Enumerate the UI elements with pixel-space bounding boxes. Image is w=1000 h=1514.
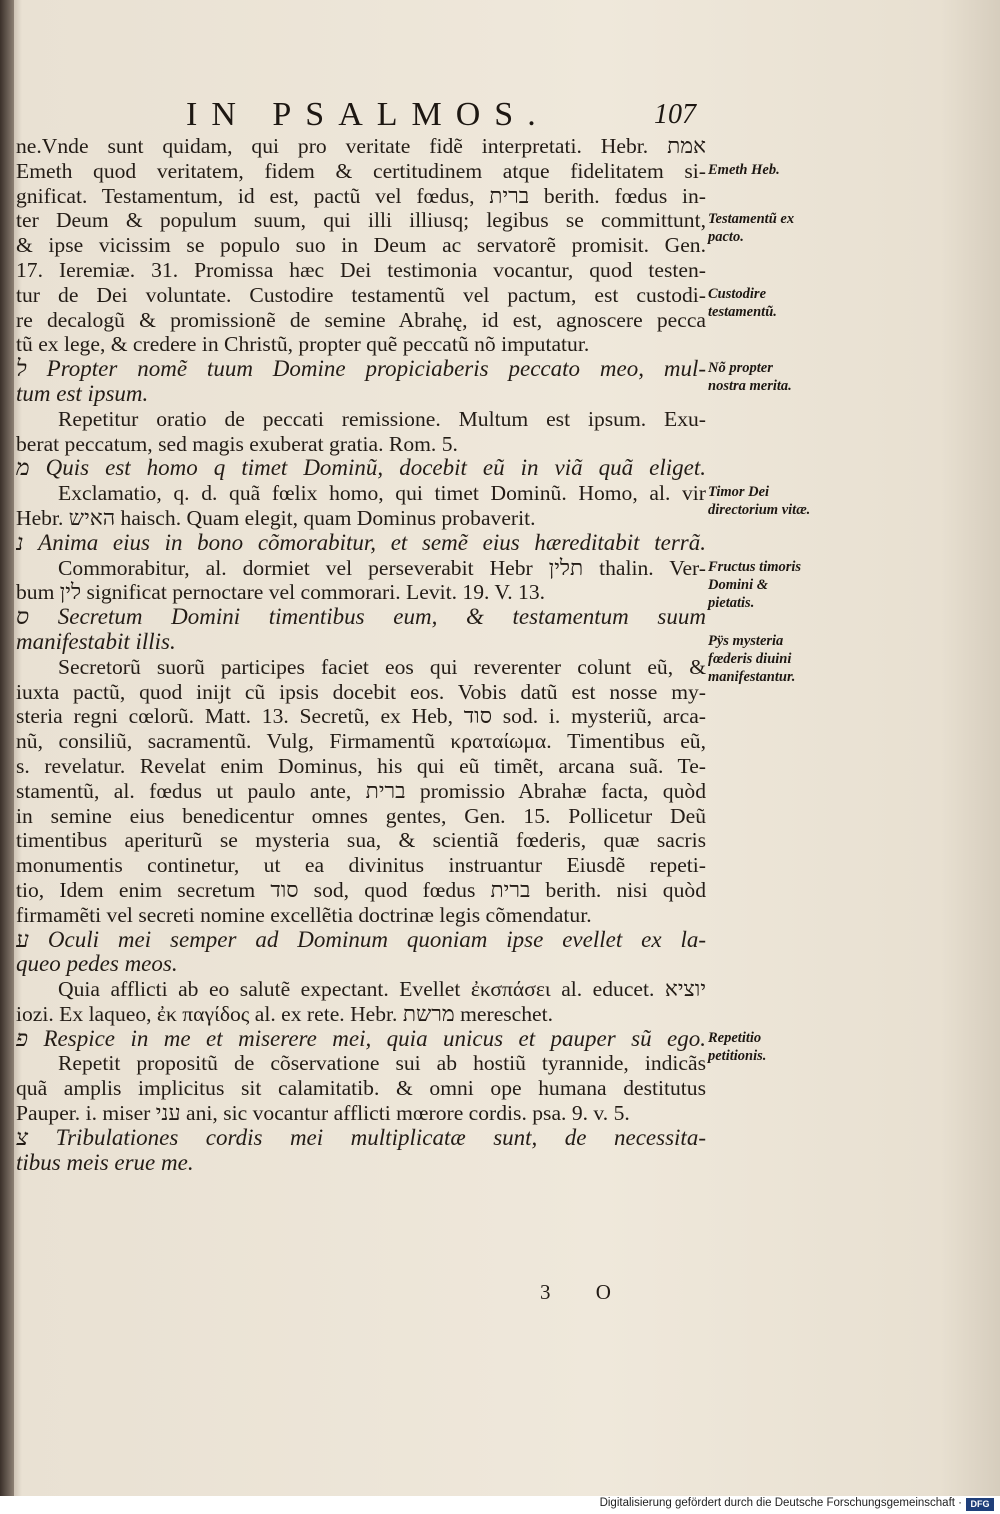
- text-line: monumentis continetur, ut ea divinitus instruantur Eiusdẽ repeti-: [16, 853, 706, 878]
- text-line: nũ, consiliũ, sacramentũ. Vulg, Firmamentũ κραταίωμα. Timentibus eũ,: [16, 729, 706, 754]
- marginal-note: Timor Dei directorium vitæ.: [708, 484, 811, 519]
- digitization-footer: [0, 1496, 1000, 1514]
- text-line: נ Anima eius in bono cõmorabitur, et semẽ eius hæreditabit terrã.: [16, 530, 706, 555]
- text-line: ne.Vnde sunt quidam, qui pro veritate fidẽ interpretati. Hebr. אמת: [16, 134, 706, 158]
- text-line: Repetitur oratio de peccati remissione. Multum est ipsum. Exu-: [58, 406, 706, 431]
- text-line: manifestabit illis.: [16, 629, 176, 654]
- marginal-note: Testamentũ ex pacto.: [708, 211, 795, 246]
- text-line: iozi. Ex laqueo, ἐκ παγίδος al. ex rete. Hebr. מרשת mereschet.: [16, 1001, 554, 1026]
- marginal-note: Nõ propter nostra merita.: [708, 360, 792, 395]
- footer-credit: Digitalisierung gefördert durch die Deutsche Forschungsgemeinschaft ·: [599, 1497, 962, 1509]
- text-line: re decalogũ & promissionẽ de semine Abrahę, id est, agnoscere pecca: [16, 307, 706, 332]
- text-line: מ Quis est homo q timet Dominũ, docebit eũ in viã quã eliget.: [16, 456, 706, 481]
- text-line: Secretorũ suorũ participes faciet eos qui reverenter colunt eũ, &: [58, 654, 706, 679]
- text-line: Hebr. האיש haisch. Quam elegit, quam Dominus probaverit.: [16, 505, 536, 530]
- text-line: queo pedes meos.: [16, 952, 178, 977]
- text-line: Repetit propositũ de cõservatione sui ab hostiũ tyrannide, indicãs: [58, 1051, 706, 1076]
- text-line: Exclamatio, q. d. quã fœlix homo, qui timet Dominũ. Homo, al. vir: [58, 481, 706, 506]
- text-line: quã amplis implicitus sit calamitatib. & omni ope humana destitutus: [16, 1076, 706, 1101]
- text-line: Pauper. i. miser עני ani, sic vocantur afflicti mœrore cordis. psa. 9. v. 5.: [16, 1101, 630, 1126]
- text-line: timentibus aperiturũ se mysteria sua, & scientiã fœderis, quæ sacris: [16, 828, 706, 853]
- text-line: Quia afflicti ab eo salutẽ expectant. Evellet ἐκσπάσει al. educet. יוציא: [58, 977, 706, 1002]
- text-line: steria regni cœlorũ. Matt. 13. Secretũ, ex Heb, סוד sod. i. mysteriũ, arca-: [16, 704, 706, 729]
- folio-number: 107: [654, 99, 696, 130]
- main-text-block: [16, 134, 706, 1175]
- text-line: צ Tribulationes cordis mei multiplicatæ sunt, de necessita-: [16, 1125, 706, 1150]
- marginal-note: Fructus timoris Domini & pietatis.: [708, 558, 802, 611]
- marginal-note: Repetitio petitionis.: [708, 1029, 767, 1064]
- marginal-note: Emeth Heb.: [708, 161, 780, 178]
- text-line: 17. Ieremiæ. 31. Promissa hæc Dei testimonia vocantur, quod testen-: [16, 257, 706, 282]
- text-line: ל Propter nomẽ tuum Domine propiciaberis peccato meo, mul-: [16, 357, 706, 382]
- text-line: ס Secretum Domini timentibus eum, & testamentum suum: [16, 605, 706, 630]
- running-title: IN PSALMOS.: [186, 96, 550, 133]
- text-line: iuxta pactũ, quod inijt cũ ipsis docebit eos. Vobis datũ est nosse my-: [16, 679, 706, 704]
- text-line: firmamẽti vel secreti nomine excellẽtia doctrinæ legis cõmendatur.: [16, 902, 592, 927]
- text-line: פ Respice in me et miserere mei, quia unicus et pauper sũ ego.: [16, 1026, 706, 1051]
- page-binding-shadow: [0, 0, 14, 1496]
- text-line: Emeth quod veritatem, fidem & certitudinem atque fidelitatem si-: [16, 158, 706, 183]
- marginal-note: Pÿs mysteria fœderis diuini manifestantur.: [708, 633, 796, 685]
- text-line: tũ ex lege, & credere in Christũ, propter quẽ peccatũ nõ imputatur.: [16, 332, 590, 357]
- text-line: Commorabitur, al. dormiet vel perseverabit Hebr תלין thalin. Ver-: [58, 555, 706, 580]
- text-line: bum לין significat pernoctare vel commorari. Levit. 19. V. 13.: [16, 580, 546, 605]
- text-line: tur de Dei voluntate. Custodire testamentũ vel pactum, est custodi-: [16, 282, 706, 307]
- text-line: tibus meis erue me.: [16, 1150, 194, 1175]
- text-line: tio, Idem enim secretum סוד sod, quod fœdus ברית berith. nisi quòd: [16, 877, 706, 902]
- text-line: s. revelatur. Revelat enim Dominus, his qui eũ timẽt, arcana suã. Te-: [16, 753, 706, 778]
- text-line: gnificat. Testamentum, id est, pactũ vel fœdus, ברית berith. fœdus in-: [16, 183, 706, 208]
- dfg-logo: DFG: [966, 1498, 994, 1511]
- marginal-note: Custodire testamentũ.: [708, 285, 777, 320]
- text-line: tum est ipsum.: [16, 381, 149, 406]
- text-line: ter Deum & populum suum, qui illi illiusq; legibus se committunt,: [16, 208, 706, 233]
- text-line: in semine eius benedicentur omnes gentes, Gen. 15. Pollicetur Deũ: [16, 803, 706, 828]
- text-line: ע Oculi mei semper ad Dominum quoniam ipse evellet ex la-: [16, 927, 706, 952]
- signature-mark: 3 O: [540, 1280, 631, 1304]
- text-line: berat peccatum, sed magis exuberat gratia. Rom. 5.: [16, 431, 458, 456]
- text-line: stamentũ, al. fœdus ut paulo ante, ברית promissio Abrahæ facta, quòd: [16, 778, 706, 803]
- text-line: & ipse vicissim se populo suo in Deum ac servatorẽ promisit. Gen.: [16, 233, 706, 258]
